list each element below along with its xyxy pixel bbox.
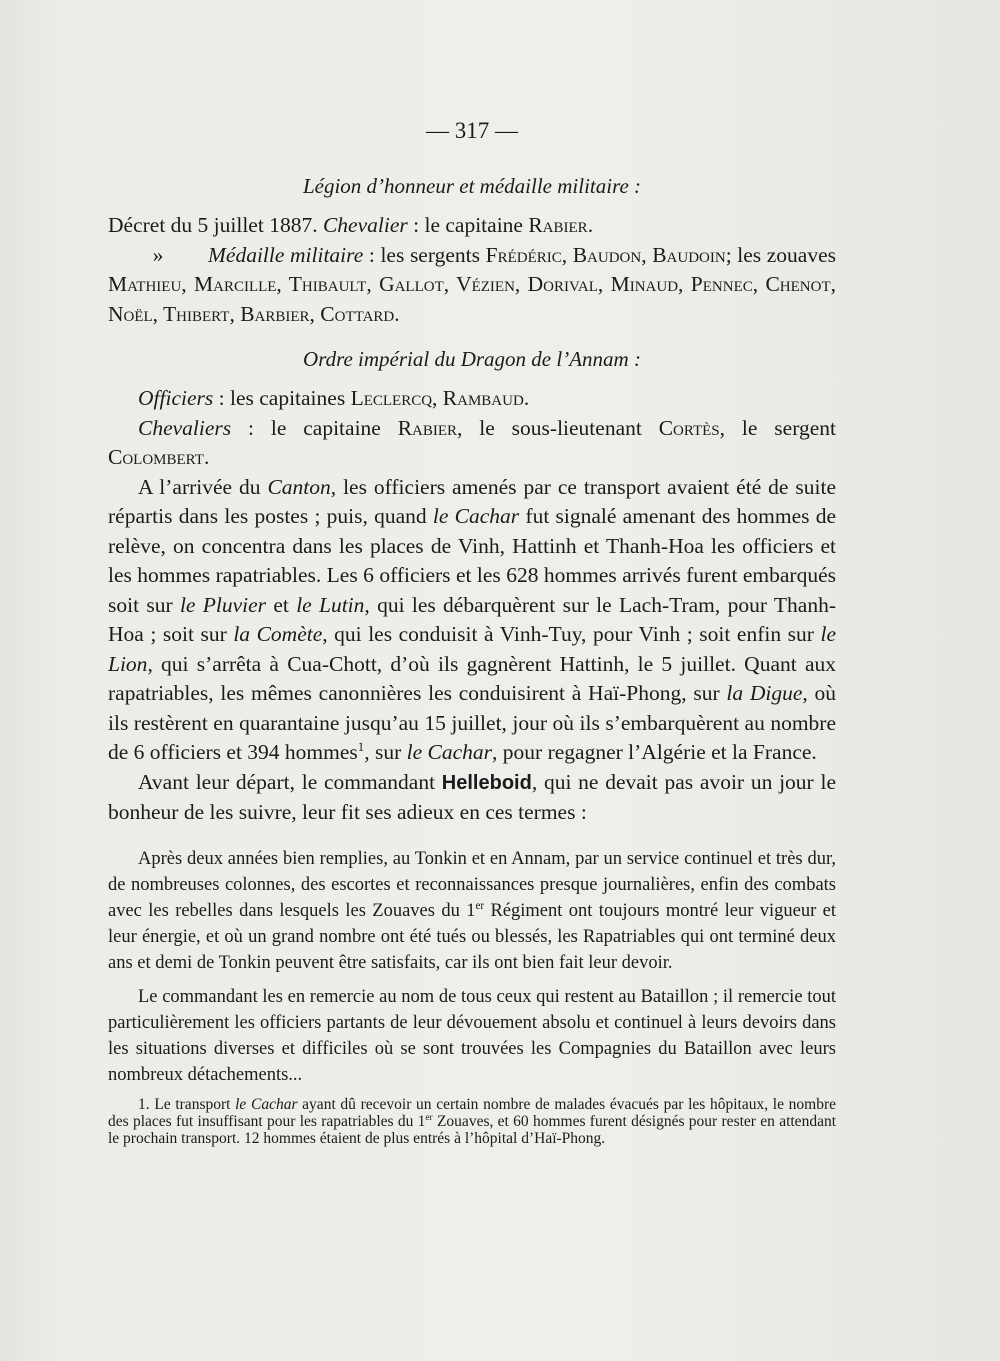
section-title-legion-honneur: Légion d’honneur et médaille militaire : xyxy=(302,174,642,198)
chevaliers-name-1: Rabier xyxy=(397,415,458,440)
footnote xyxy=(108,1096,836,1147)
superscript: er xyxy=(425,1112,433,1123)
ditto-mark: » xyxy=(152,242,164,267)
text-run: ayant dû recevoir un certain nombre de malades évacués par les hôpitaux, le nombre des places fut insuffisant pour les rapatriables du 1 xyxy=(108,1095,836,1130)
text-run: Après deux années bien remplies, au Tonkin et en Annam, par un service continuel et très dur, de nombreuses colonnes, des escortes et reconnaissances presque journalières, enfin des combats avec les rebelles dans lesquels les Zouaves du 1 xyxy=(108,848,836,921)
chevalier-end: . xyxy=(587,213,594,237)
footnote-ref: 1 xyxy=(357,739,365,754)
footnote-number: 1. xyxy=(138,1095,155,1113)
chevaliers-mid-2: , le sergent xyxy=(719,415,836,440)
medal-mid: ; les zouaves xyxy=(725,242,836,267)
medal-text: : les sergents xyxy=(363,242,486,267)
chevaliers-mid-1: , le sous-lieutenant xyxy=(457,415,659,440)
chevaliers-paragraph xyxy=(108,414,836,473)
ship-name-pluvier: le Pluvier xyxy=(179,592,267,617)
decree-paragraph xyxy=(108,211,836,241)
text-run: Zouaves, et 60 hommes furent désignés pour rester en attendant le prochain transport. 12 hommes étaient de plus entrés à l’hôpital d’Haï-Phong. xyxy=(108,1112,837,1147)
text-run: , qui s’arrêta à Cua-Chott, d’où ils gagnèrent Hattinh, le 5 juillet. Quant aux rapatriables, les mêmes canonnières les conduisirent à Haï-Phong, sur xyxy=(108,651,836,705)
medal-zouaves: Mathieu, Marcille, Thibault, Gallot, Vézien, Dorival, Minaud, Pennec, Chenot, Noël, Thibert, Barbier, Cottard xyxy=(108,272,836,326)
officers-end: . xyxy=(523,386,530,410)
chevaliers-label: Chevaliers xyxy=(138,415,232,440)
superscript: er xyxy=(475,899,485,912)
spacer xyxy=(108,329,836,347)
text-run: fut signalé amenant des hommes de relève, on concentra dans les places de Vinh, Hattinh et Thanh-Hoa les officiers et les hommes rapatriables. Les 6 officiers et les 628 hommes arrivés furent embarqués soit sur xyxy=(108,504,837,617)
spacer xyxy=(108,1088,836,1096)
page-number: — 317 — xyxy=(426,118,518,143)
quote-paragraph-2: Le commandant les en remercie au nom de tous ceux qui restent au Bataillon ; il remercie tout particulièrement les officiers partants de leur dévouement absolu et continuel à leurs devoirs dans les situations diverses et difficiles où se sont trouvées les Compagnies du Bataillon avec leurs nombreux détachements... xyxy=(108,986,836,1085)
text-run: , qui les débarquèrent sur le Lach-Tram, pour Thanh-Hoa ; soit sur xyxy=(108,592,836,646)
chevalier-text: : le capitaine xyxy=(407,213,529,237)
medal-paragraph xyxy=(108,241,836,330)
ship-name-cachar-2: le Cachar xyxy=(406,740,493,764)
footnote-ship-cachar: le Cachar xyxy=(235,1095,298,1113)
officers-label: Officiers xyxy=(138,386,214,410)
chevalier-label: Chevalier xyxy=(322,213,408,237)
officers-names: Leclercq, Rambaud xyxy=(350,386,524,410)
ship-name-digue: la Digue xyxy=(726,681,803,705)
spacer xyxy=(108,828,836,846)
ship-name-lutin: le Lutin xyxy=(296,592,365,617)
text-run: , qui ne devait pas avoir un jour le bonheur de les suivre, leur fit ses adieux en ces termes : xyxy=(108,769,836,824)
officers-paragraph xyxy=(108,384,836,414)
commander-name: Helleboid xyxy=(441,771,532,794)
text-run: , où ils restèrent en quarantaine jusqu’au 15 juillet, jour où ils s’embarquèrent au nombre de 6 officiers et 394 hommes xyxy=(108,681,836,764)
arrival-paragraph xyxy=(108,473,836,768)
medal-sergents: Frédéric, Baudon, Baudoin xyxy=(485,242,726,267)
quote-paragraph-1 xyxy=(108,846,836,976)
spacer xyxy=(108,976,836,984)
text-run: , les officiers amenés par ce transport avaient été de suite répartis dans les postes ; puis, quand xyxy=(108,474,836,528)
ship-name-lion: le Lion xyxy=(108,622,836,676)
page-content xyxy=(108,118,836,1147)
decree-prefix: Décret du 5 juillet 1887. xyxy=(108,213,323,237)
text-run: , pour regagner l’Algérie et la France. xyxy=(492,740,817,764)
text-run: et xyxy=(266,592,297,617)
medal-label: Médaille militaire xyxy=(208,242,364,267)
text-run: Avant leur départ, le commandant xyxy=(138,769,442,794)
chevalier-name: Rabier xyxy=(528,213,588,237)
text-run: , sur xyxy=(364,740,407,764)
ship-name-canton: Canton xyxy=(267,474,331,499)
medal-end: . xyxy=(394,301,400,326)
chevaliers-name-3: Colombert xyxy=(108,445,204,469)
ship-name-cachar: le Cachar xyxy=(432,504,520,528)
text-run: A l’arrivée du xyxy=(138,474,268,499)
section-title-dragon-annam: Ordre impérial du Dragon de l’Annam : xyxy=(303,347,641,371)
text-run: Le transport xyxy=(154,1095,236,1113)
ship-name-comete: la Comète xyxy=(233,622,323,646)
chevaliers-end: . xyxy=(203,445,210,469)
departure-paragraph xyxy=(108,768,836,828)
chevaliers-text: : le capitaine xyxy=(231,415,398,440)
officers-text: : les capitaines xyxy=(213,386,351,410)
text-run: , qui les conduisit à Vinh-Tuy, pour Vinh ; soit enfin sur xyxy=(322,622,821,646)
text-run: Régiment ont toujours montré leur vigueur et leur énergie, et où un grand nombre ont été tués ou blessés, les Rapatriables qui ont terminé deux ans et demi de Tonkin peuvent être satisfaits, car ils ont bien fait leur devoir. xyxy=(108,900,836,973)
chevaliers-name-2: Cortès xyxy=(658,415,720,440)
